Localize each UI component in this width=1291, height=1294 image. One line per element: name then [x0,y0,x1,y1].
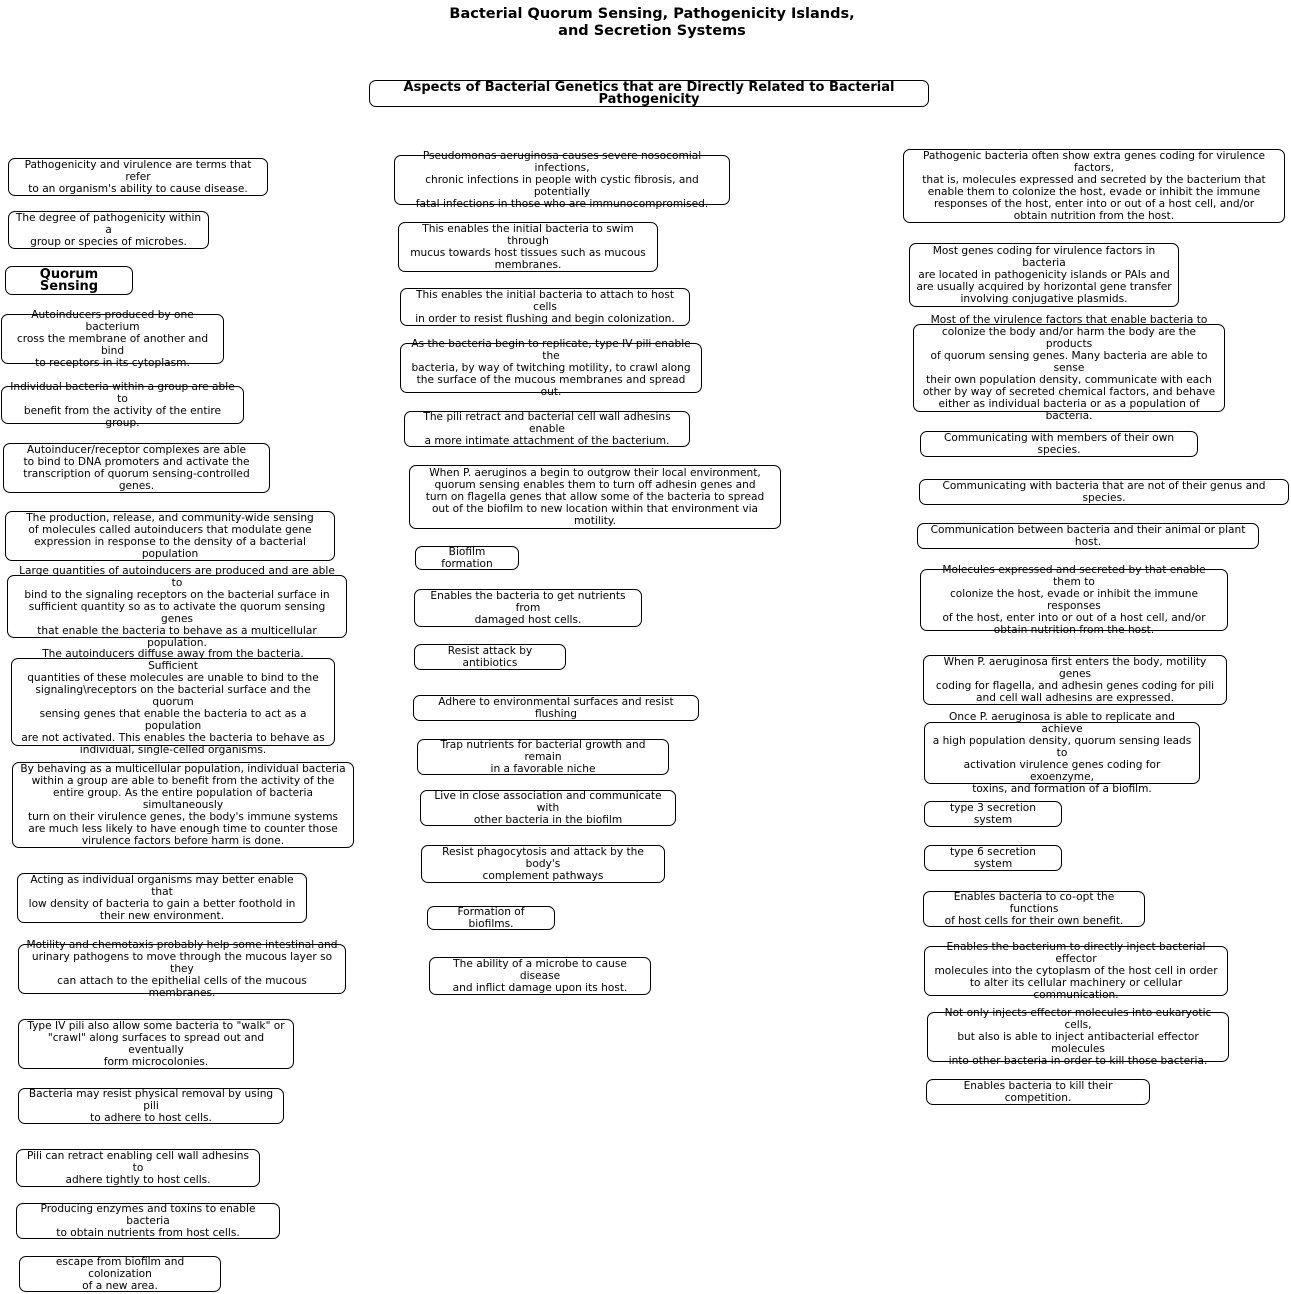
node-right-14: Not only injects effector molecules into eukaryotic cells, but also is able to inject antibacterial effector molecules into other bacteria in order to kill those bacteria. [927,1012,1229,1062]
title-line-2: and Secretion Systems [558,23,746,39]
node-right-15: Enables bacteria to kill their competition. [926,1079,1150,1105]
node-right-1: Pathogenic bacteria often show extra genes coding for virulence factors, that is, molecules expressed and secreted by the bacterium that enable them to colonize the host, evade or inhibit the immune responses of the host, enter into or out of a host cell, and/or obtain nutrition from the host. [903,149,1285,223]
node-middle-7: Biofilm formation [415,546,519,570]
title-line-1: Bacterial Quorum Sensing, Pathogenicity Islands, [449,6,855,22]
node-right-4: Communicating with members of their own species. [920,431,1198,457]
node-quorum-sensing: Quorum Sensing [5,266,133,295]
node-middle-12: Live in close association and communicate with other bacteria in the biofilm [420,790,676,826]
node-middle-15: The ability of a microbe to cause disease and inflict damage upon its host. [429,957,651,995]
node-left-13: Type IV pili also allow some bacteria to "walk" or "crawl" along surfaces to spread out and eventually form microcolonies. [18,1019,294,1069]
node-right-9: Once P. aeruginosa is able to replicate and achieve a high population density, quorum sensing leads to activation virulence genes coding for exoenzyme, toxins, and formation of a biofilm. [924,722,1200,784]
node-right-11: type 6 secretion system [924,845,1062,871]
node-middle-3: This enables the initial bacteria to attach to host cells in order to resist flushing and begin colonization. [400,288,690,326]
node-right-10: type 3 secretion system [924,801,1062,827]
node-left-1: Pathogenicity and virulence are terms that refer to an organism's ability to cause disease. [8,158,268,196]
node-left-2: The degree of pathogenicity within a group or species of microbes. [8,211,209,249]
node-left-17: escape from biofilm and colonization of a new area. [19,1256,221,1292]
node-right-7: Molecules expressed and secreted by that enable them to colonize the host, evade or inhibit the immune responses of the host, enter into or out of a host cell, and/or obtain nutrition from the host. [920,569,1228,631]
node-left-8: Large quantities of autoinducers are produced and are able to bind to the signaling receptors on the bacterial surface in sufficient quantity so as to activate the quorum sensing genes that enable the bacteria to behave as a multicellular population. [7,575,347,638]
node-left-9: The autoinducers diffuse away from the bacteria. Sufficient quantities of these molecules are unable to bind to the signaling\receptors on the bacterial surface and the quorum sensing genes that enable the bacteria to act as a population are not activated. This enables the bacteria to behave as individual, single-celled organisms. [11,658,335,746]
node-left-11: Acting as individual organisms may better enable that low density of bacteria to gain a better foothold in their new environment. [17,873,307,923]
node-right-3: Most of the virulence factors that enable bacteria to colonize the body and/or harm the body are the products of quorum sensing genes. Many bacteria are able to sense their own population density, communicate with each other by way of secreted chemical factors, and behave either as individual bacteria or as a population of bacteria. [913,324,1225,412]
node-right-8: When P. aeruginosa first enters the body, motility genes coding for flagella, and adhesin genes coding for pili and cell wall adhesins are expressed. [923,655,1227,705]
node-left-15: Pili can retract enabling cell wall adhesins to adhere tightly to host cells. [16,1149,260,1187]
node-middle-4: As the bacteria begin to replicate, type IV pili enable the bacteria, by way of twitching motility, to crawl along the surface of the mucous membranes and spread out. [400,343,702,393]
node-left-5: Individual bacteria within a group are able to benefit from the activity of the entire group. [1,386,244,424]
node-middle-2: This enables the initial bacteria to swim through mucus towards host tissues such as mucous membranes. [398,222,658,272]
node-right-2: Most genes coding for virulence factors in bacteria are located in pathogenicity islands or PAIs and are usually acquired by horizontal gene transfer involving conjugative plasmids. [909,243,1179,307]
node-middle-11: Trap nutrients for bacterial growth and remain in a favorable niche [417,739,669,775]
node-left-10: By behaving as a multicellular population, individual bacteria within a group are able to benefit from the activity of the entire group. As the entire population of bacteria simultaneously turn on their virulence genes, the body's immune systems are much less likely to have enough time to counter those virulence factors before harm is done. [12,762,354,848]
node-right-6: Communication between bacteria and their animal or plant host. [917,523,1259,549]
node-middle-10: Adhere to environmental surfaces and resist flushing [413,695,699,721]
node-right-12: Enables bacteria to co-opt the functions of host cells for their own benefit. [923,891,1145,927]
node-middle-1: Pseudomonas aeruginosa causes severe nosocomial infections, chronic infections in people with cystic fibrosis, and potentially fatal infections in those who are immunocompromised. [394,155,730,205]
node-left-6: Autoinducer/receptor complexes are able to bind to DNA promoters and activate the transcription of quorum sensing-controlled genes. [3,443,270,493]
node-right-13: Enables the bacterium to directly inject bacterial effector molecules into the cytoplasm of the host cell in order to alter its cellular machinery or cellular communication. [924,946,1228,996]
node-left-7: The production, release, and community-wide sensing of molecules called autoinducers that modulate gene expression in response to the density of a bacterial population [5,511,335,561]
node-middle-5: The pili retract and bacterial cell wall adhesins enable a more intimate attachment of the bacterium. [404,411,690,447]
node-middle-8: Enables the bacteria to get nutrients from damaged host cells. [414,589,642,627]
node-middle-13: Resist phagocytosis and attack by the body's complement pathways [421,845,665,883]
root-node: Aspects of Bacterial Genetics that are Directly Related to Bacterial Pathogenicity [369,80,929,107]
node-middle-6: When P. aeruginos a begin to outgrow their local environment, quorum sensing enables them to turn off adhesin genes and turn on flagella genes that allow some of the bacteria to spread out of the biofilm to new location within that environment via motility. [409,465,781,529]
node-left-12: Motility and chemotaxis probably help some intestinal and urinary pathogens to move through the mucous layer so they can attach to the epithelial cells of the mucous membranes. [18,944,346,994]
node-middle-9: Resist attack by antibiotics [414,644,566,670]
node-middle-14: Formation of biofilms. [427,906,555,930]
diagram-title [0,6,1291,40]
node-left-4: Autoinducers produced by one bacterium cross the membrane of another and bind to receptors in its cytoplasm. [1,314,224,364]
node-left-16: Producing enzymes and toxins to enable bacteria to obtain nutrients from host cells. [16,1203,280,1239]
node-left-14: Bacteria may resist physical removal by using pili to adhere to host cells. [18,1088,284,1124]
node-right-5: Communicating with bacteria that are not of their genus and species. [919,479,1289,505]
